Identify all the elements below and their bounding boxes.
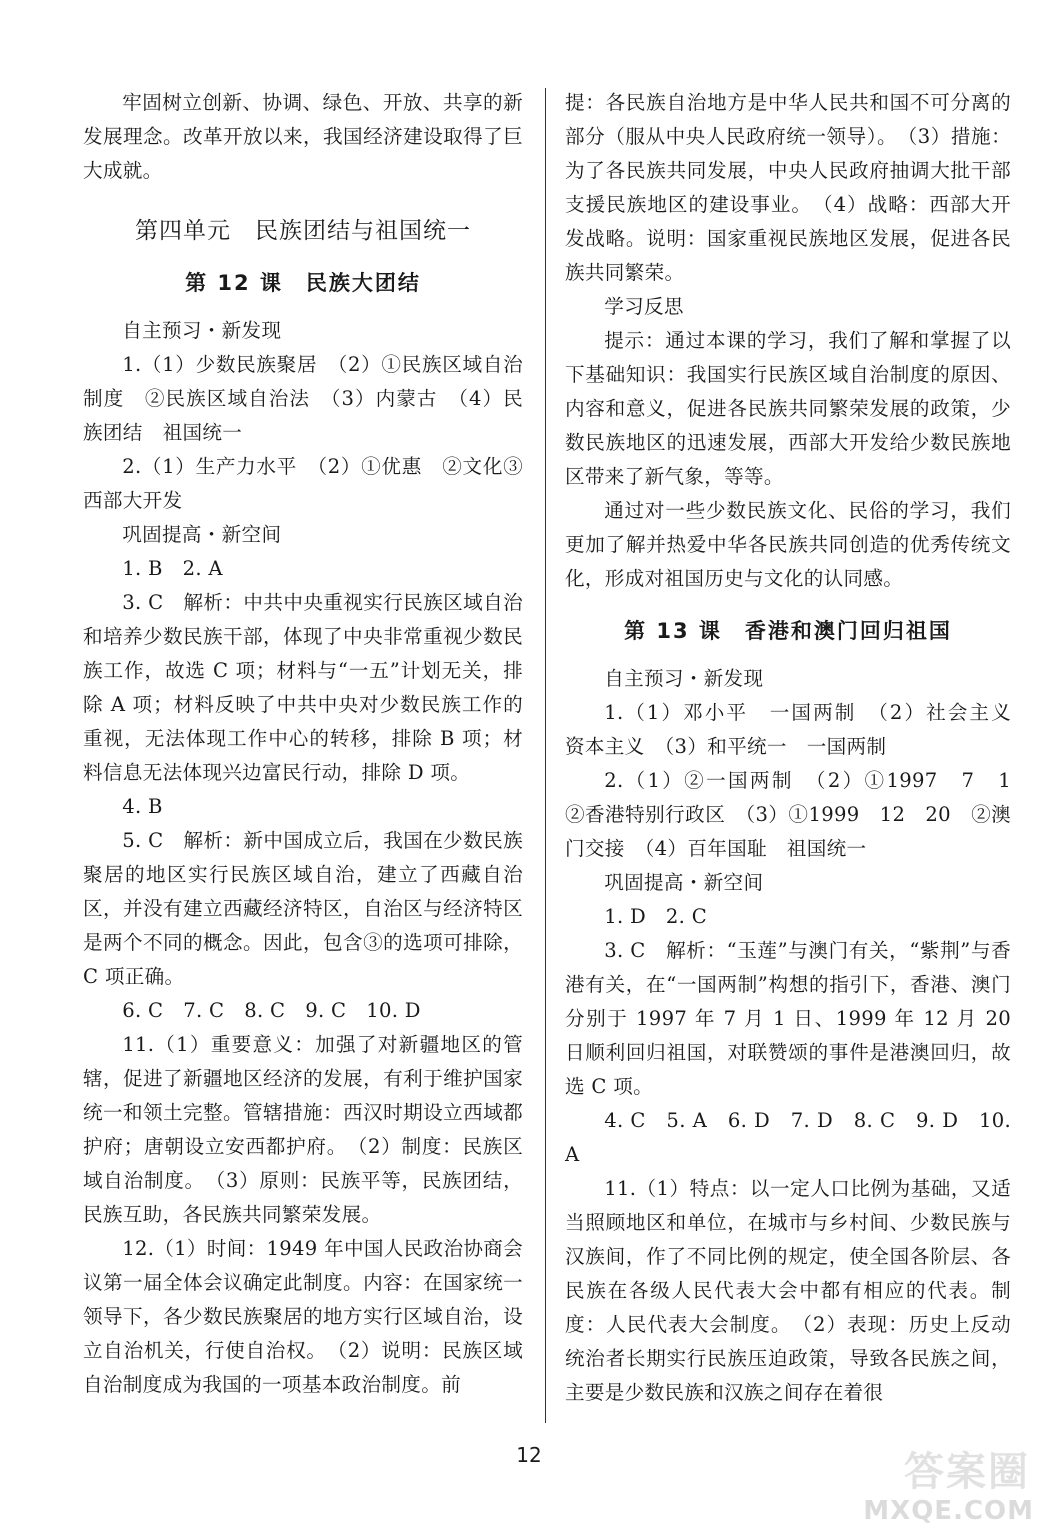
answer-paragraph: 1.（1）少数民族聚居 （2）①民族区域自治制度 ②民族区域自治法 （3）内蒙古 （4）民族团结 祖国统一 xyxy=(83,353,523,444)
section-heading-consolidate: 巩固提高・新空间 xyxy=(122,523,282,546)
answer-paragraph: 11.（1）特点：以一定人口比例为基础，又适当照顾地区和单位，在城市与乡村间、少数民族与汉族间，作了不同比例的规定，使全国各阶层、各民族在各级人民代表大会中都有相应的代表。制度：人民代表大会制度。 （2）表现：历史上反动统治者长期实行民族压迫政策，导致各民族之间，主要是少数民族和汉族之间存在着很 xyxy=(565,1177,1011,1404)
lesson-12-title: 第 12 课 民族大团结 xyxy=(185,271,421,295)
answer-paragraph: 1. D 2. C xyxy=(604,905,708,928)
section-heading-preview: 自主预习・新发现 xyxy=(604,667,764,690)
answer-paragraph: 2.（1）生产力水平 （2）①优惠 ②文化③西部大开发 xyxy=(83,455,523,512)
answer-paragraph: 1.（1）邓小平 一国两制 （2）社会主义 资本主义 （3）和平统一 一国两制 xyxy=(565,701,1031,758)
column-divider xyxy=(545,88,546,1423)
answer-paragraph: 4. C 5. A 6. D 7. D 8. C 9. D 10. A xyxy=(565,1109,1011,1166)
answer-paragraph: 4. B xyxy=(122,795,163,818)
answer-paragraph: 5. C 解析：新中国成立后，我国在少数民族聚居的地区实行民族区域自治，建立了西藏自治区，并没有建立西藏经济特区，自治区与经济特区是两个不同的概念。因此，包含③的选项可排除，C 项正确。 xyxy=(83,829,523,988)
watermark xyxy=(863,1440,1034,1526)
unit-title: 第四单元 民族团结与祖国统一 xyxy=(135,218,471,244)
section-heading-consolidate: 巩固提高・新空间 xyxy=(604,871,764,894)
watermark-site: MXQE.COM xyxy=(863,1496,1034,1526)
reflection-paragraph: 提示：通过本课的学习，我们了解和掌握了以下基础知识：我国实行民族区域自治制度的原因、内容和意义，促进各民族共同繁荣发展的政策，少数民族地区的迅速发展，西部大开发给少数民族地区带来了新气象，等等。 xyxy=(565,329,1011,488)
answer-paragraph: 6. C 7. C 8. C 9. C 10. D xyxy=(122,999,421,1022)
lesson-13-title: 第 13 课 香港和澳门回归祖国 xyxy=(624,619,952,643)
answer-paragraph: 3. C 解析：中共中央重视实行民族区域自治和培养少数民族干部，体现了中央非常重视少数民族工作，故选 C 项；材料与“一五”计划无关，排除 A 项；材料反映了中共中央对少数民族工作的重视，无法体现工作中心的转移，排除 B 项；材料信息无法体现兴边富民行动，排除 D 项。 xyxy=(83,591,523,784)
answer-paragraph: 11.（1）重要意义：加强了对新疆地区的管辖，促进了新疆地区经济的发展，有利于维护国家统一和领土完整。管辖措施：西汉时期设立西域都护府；唐朝设立安西都护府。 （2）制度：民族区域自治制度。 （3）原则：民族平等，民族团结，民族互助，各民族共同繁荣发展。 xyxy=(83,1033,523,1226)
section-heading-reflection: 学习反思 xyxy=(604,295,684,318)
answer-paragraph: 1. B 2. A xyxy=(122,557,223,580)
watermark-logo: 答案圈 xyxy=(904,1449,1030,1495)
page-number: 12 xyxy=(516,1443,542,1467)
reflection-paragraph: 通过对一些少数民族文化、民俗的学习，我们更加了解并热爱中华各民族共同创造的优秀传统文化，形成对祖国历史与文化的认同感。 xyxy=(565,499,1011,590)
section-heading-preview: 自主预习・新发现 xyxy=(122,319,282,342)
left-column xyxy=(83,86,523,1402)
answer-paragraph: 12.（1）时间：1949 年中国人民政治协商会议第一届全体会议确定此制度。内容：在国家统一领导下，各少数民族聚居的地方实行区域自治，设立自治机关，行使自治权。 （2）说明：民族区域自治制度成为我国的一项基本政治制度。前 xyxy=(83,1237,524,1396)
right-column xyxy=(565,86,1031,1410)
answer-paragraph: 2.（1）②一国两制 （2）①1997 7 1 ②香港特别行政区 （3）①1999 12 20 ②澳门交接 （4）百年国耻 祖国统一 xyxy=(565,769,1031,860)
answer-paragraph: 3. C 解析：“玉莲”与澳门有关，“紫荆”与香港有关，在“一国两制”构想的指引下，香港、澳门分别于 1997 年 7 月 1 日、1999 年 12 月 20 日顺利回归祖国，对联赞颂的事件是港澳回归，故选 C 项。 xyxy=(565,939,1011,1098)
intro-paragraph: 牢固树立创新、协调、绿色、开放、共享的新发展理念。改革开放以来，我国经济建设取得了巨大成就。 xyxy=(83,91,523,182)
answer-paragraph: 提：各民族自治地方是中华人民共和国不可分离的部分（服从中央人民政府统一领导）。 （3）措施：为了各民族共同发展，中央人民政府抽调大批干部支援民族地区的建设事业。 （4）战略：西部大开发战略。说明：国家重视民族地区发展，促进各民族共同繁荣。 xyxy=(565,91,1011,284)
